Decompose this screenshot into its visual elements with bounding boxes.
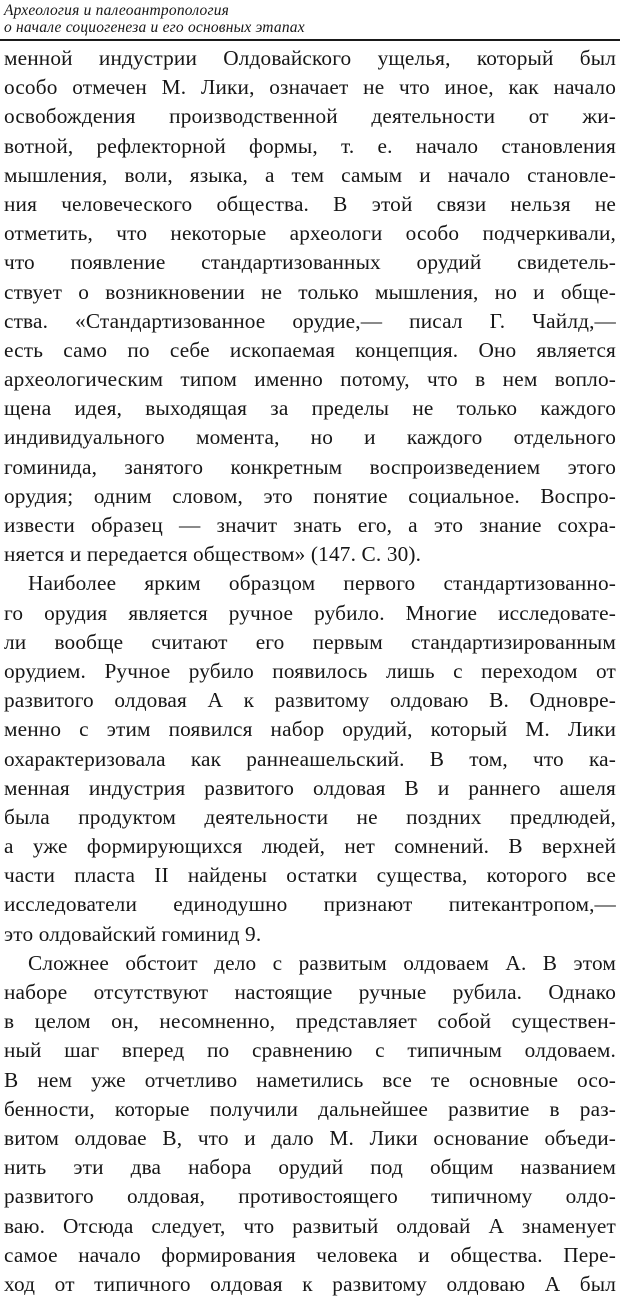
text-line: развитого олдовая, противостоящего типичному олдо-	[4, 1184, 616, 1209]
text-line: Сложнее обстоит дело с развитым олдоваем А. В этом	[28, 950, 616, 975]
text-line: мышления, воли, языка, а тем самым и начало становле-	[4, 162, 616, 187]
text-line: орудием. Ручное рубило появилось лишь с переходом от	[4, 658, 616, 683]
paragraph-1	[4, 44, 616, 569]
text-line: ния человеческого общества. В этой связи нельзя не	[4, 191, 616, 216]
text-line: в целом он, несомненно, представляет собой существен-	[4, 1009, 616, 1034]
running-header	[4, 2, 616, 36]
paragraph-3	[4, 949, 616, 1299]
text-line: ствует о возникновении не только мышления, но и обще-	[4, 279, 616, 304]
text-line: ход от типичного олдовая к развитому олдоваю А был	[4, 1271, 616, 1296]
text-line: ваю. Отсюда следует, что развитый олдовай А знаменует	[4, 1213, 616, 1238]
text-line: самое начало формирования человека и общества. Пере-	[4, 1242, 616, 1267]
running-header-line-2: о начале социогенеза и его основных этапах	[4, 19, 305, 36]
text-line: части пласта II найдены остатки существа, которого все	[4, 863, 616, 888]
text-line: ства. «Стандартизованное орудие,— писал Г. Чайлд,—	[4, 308, 616, 333]
text-line: особо отмечен М. Лики, означает не что иное, как начало	[4, 75, 616, 100]
text-line: гоминида, занятого конкретным воспроизведением этого	[4, 454, 616, 479]
text-line: исследователи единодушно признают питекантропом,—	[4, 892, 616, 917]
paragraph-2	[4, 569, 616, 948]
text-line: была продуктом деятельности не поздних предлюдей,	[4, 804, 616, 829]
text-line: отметить, что некоторые археологи особо подчеркивали,	[4, 221, 616, 246]
text-line: Наиболее ярким образцом первого стандартизованно-	[28, 571, 616, 596]
text-line: няется и передается обществом» (147. С. 30).	[4, 542, 422, 567]
text-line: ли вообще считают его первым стандартизированным	[4, 629, 616, 654]
text-line: извести образец — значит знать его, а это знание сохра-	[4, 513, 616, 537]
text-line: ный шаг вперед по сравнению с типичным олдоваем.	[4, 1038, 616, 1063]
text-line: бенности, которые получили дальнейшее развитие в раз-	[4, 1096, 616, 1121]
text-line: менной индустрии Олдовайского ущелья, который был	[4, 46, 616, 70]
header-rule	[0, 39, 620, 41]
text-line: развитого олдовая А к развитому олдоваю В. Одновре-	[4, 688, 616, 713]
text-line: а уже формирующихся людей, нет сомнений. В верхней	[4, 834, 616, 859]
text-line: наборе отсутствуют настоящие ручные рубила. Однако	[4, 980, 616, 1004]
body-text	[4, 44, 616, 1299]
text-line: что появление стандартизованных орудий свидетель-	[4, 250, 616, 275]
text-line: индивидуального момента, но и каждого отдельного	[4, 425, 616, 450]
text-line: витом олдовае В, что и дало М. Лики основание объеди-	[4, 1125, 616, 1150]
text-line: В нем уже отчетливо наметились все те основные осо-	[4, 1067, 616, 1092]
text-line: менно с этим появился набор орудий, который М. Лики	[4, 717, 616, 742]
text-line: щена идея, выходящая за пределы не только каждого	[4, 396, 616, 421]
text-line: нить эти два набора орудий под общим названием	[4, 1155, 616, 1180]
text-line: менная индустрия развитого олдовая В и раннего ашеля	[4, 775, 616, 800]
text-line: есть само по себе ископаемая концепция. Оно является	[4, 337, 616, 362]
text-line: освобождения производственной деятельности от жи-	[4, 104, 616, 129]
text-line: вотной, рефлекторной формы, т. е. начало становления	[4, 133, 616, 158]
text-line: охарактеризовала как раннеашельский. В том, что ка-	[4, 746, 616, 771]
text-line: это олдовайский гоминид 9.	[4, 921, 262, 946]
text-line: археологическим типом именно потому, что в нем вопло-	[4, 367, 616, 392]
text-line: го орудия является ручное рубило. Многие исследовате-	[4, 600, 616, 625]
running-header-line-1: Археология и палеоантропология	[4, 2, 230, 19]
text-line: орудия; одним словом, это понятие социальное. Воспро-	[4, 483, 616, 508]
